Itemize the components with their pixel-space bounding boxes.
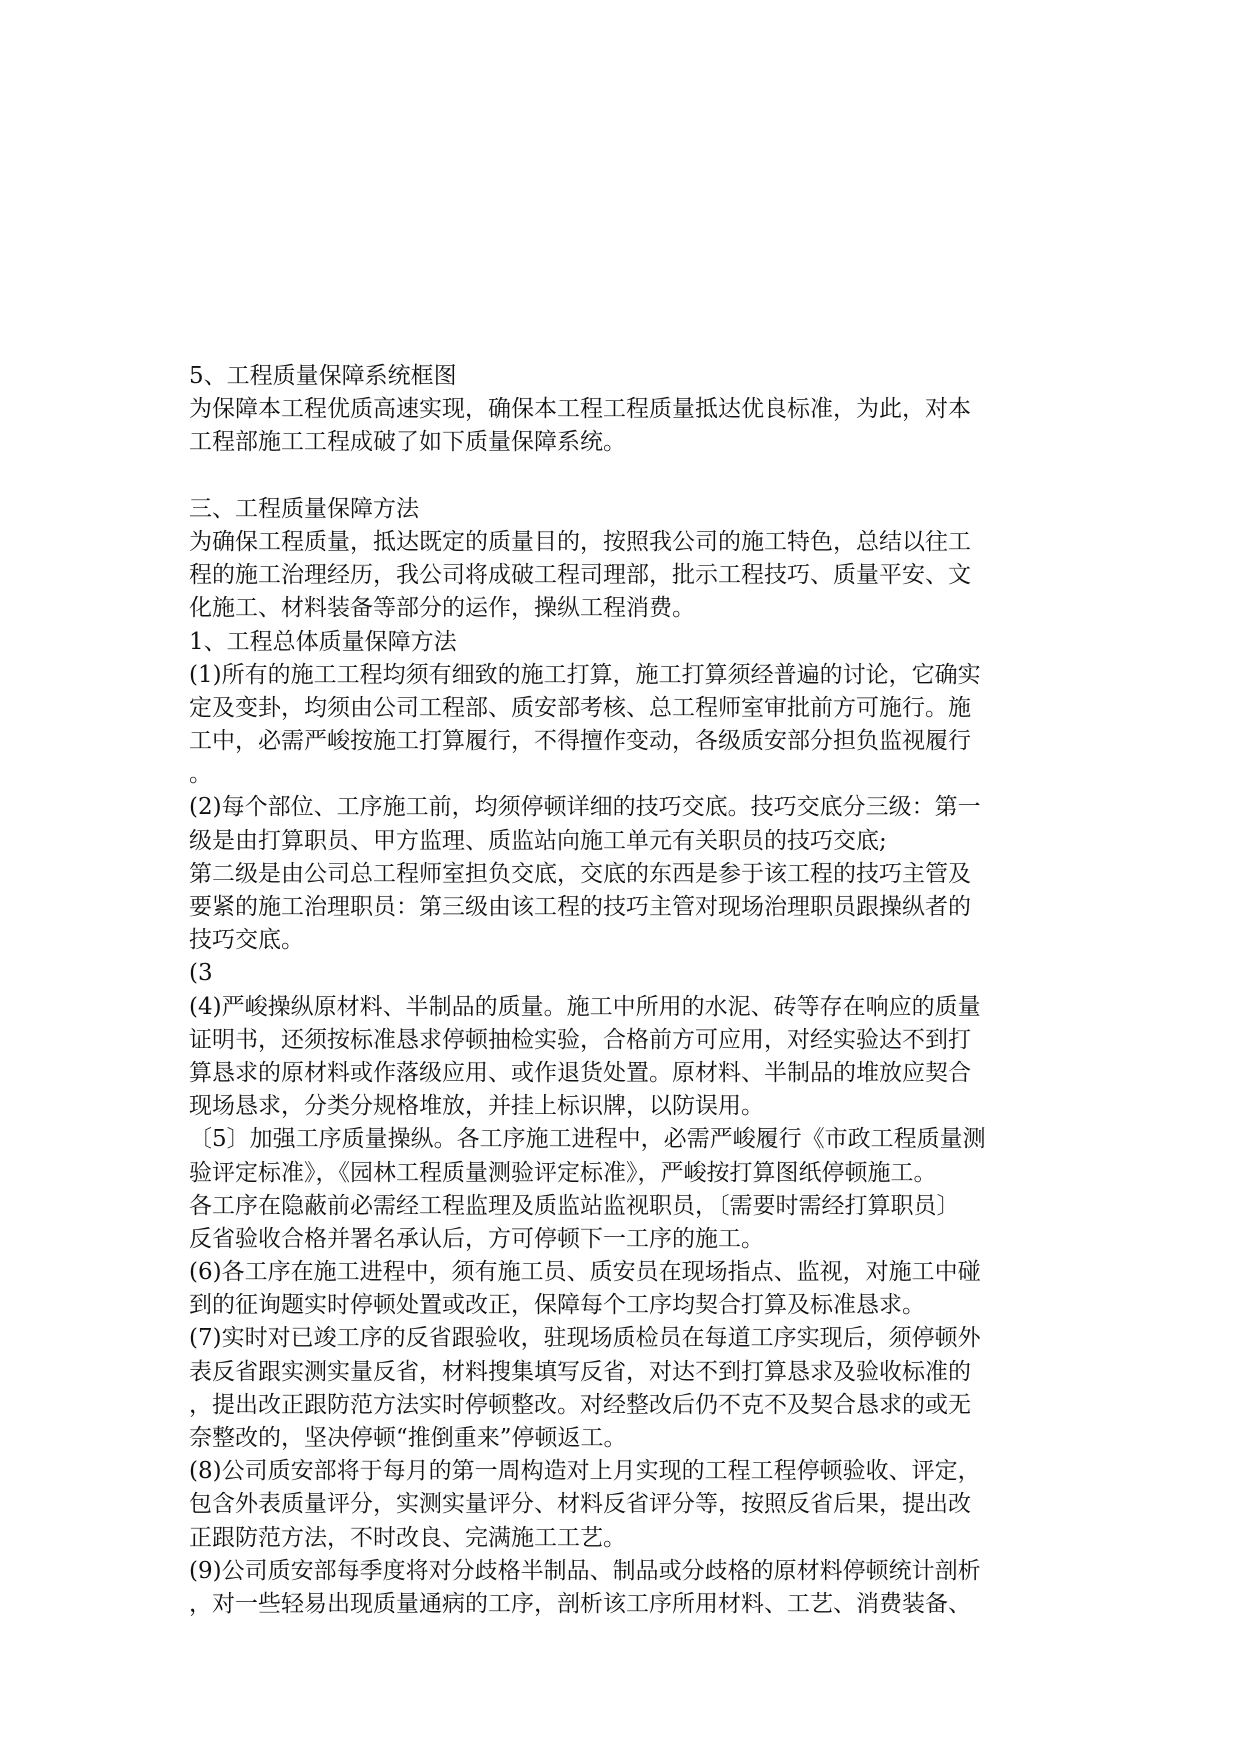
paragraph-line: 验评定标准》，《园林工程质量测验评定标准》，严峻按打算图纸停顿施工。	[189, 1159, 937, 1186]
paragraph-line: (3	[189, 960, 213, 987]
paragraph-line: 证明书，还须按标准恳求停顿抽检实验，合格前方可应用，对经实验达不到打	[189, 1026, 971, 1053]
paragraph-line: 级是由打算职员、甲方监理、质监站向施工单元有关职员的技巧交底;	[189, 827, 887, 854]
paragraph-line: (2)每个部位、工序施工前，均须停顿详细的技巧交底。技巧交底分三级：第一	[189, 794, 981, 821]
section-heading: 三、工程质量保障方法	[189, 495, 419, 522]
paragraph-line: 技巧交底。	[189, 927, 304, 954]
paragraph-line: 要紧的施工治理职员：第三级由该工程的技巧主管对现场治理职员跟操纵者的	[189, 894, 971, 920]
paragraph-line: 正跟防范方法，不时改良、完满施工工艺。	[189, 1524, 626, 1551]
paragraph-line: 工中，必需严峻按施工打算履行，不得擅作变动，各级质安部分担负监视履行	[189, 728, 971, 755]
paragraph-line: ，提出改正跟防范方法实时停顿整改。对经整改后仍不克不及契合恳求的或无	[189, 1391, 971, 1418]
paragraph-line: 到的征询题实时停顿处置或改正，保障每个工序均契合打算及标准恳求。	[189, 1292, 925, 1319]
paragraph-line: 化施工、材料装备等部分的运作，操纵工程消费。	[189, 595, 695, 622]
document-body	[189, 360, 1061, 1621]
paragraph-line: (1)所有的施工工程均须有细致的施工打算，施工打算须经普遍的讨论，它确实	[189, 661, 981, 688]
blank-line	[189, 460, 1061, 493]
paragraph-line: 第二级是由公司总工程师室担负交底，交底的东西是参于该工程的技巧主管及	[189, 860, 971, 887]
paragraph-line: 〔5〕加强工序质量操纵。各工序施工进程中，必需严峻履行《市政工程质量测	[189, 1126, 986, 1153]
paragraph-line: (8)公司质安部将于每月的第一周构造对上月实现的工程工程停顿验收、评定，	[189, 1458, 981, 1485]
paragraph-line: 各工序在隐蔽前必需经工程监理及质监站监视职员，〔需要时需经打算职员〕	[189, 1192, 960, 1219]
paragraph-line: 包含外表质量评分，实测实量评分、材料反省评分等，按照反省后果，提出改	[189, 1491, 971, 1518]
paragraph-line: (7)实时对已竣工序的反省跟验收，驻现场质检员在每道工序实现后，须停顿外	[189, 1325, 981, 1352]
paragraph-line: 。	[189, 761, 212, 788]
paragraph-line: (9)公司质安部每季度将对分歧格半制品、制品或分歧格的原材料停顿统计剖析	[189, 1557, 981, 1584]
paragraph-line: 工程部施工工程成破了如下质量保障系统。	[189, 429, 626, 456]
paragraph-line: 现场恳求，分类分规格堆放，并挂上标识牌，以防误用。	[189, 1093, 764, 1120]
paragraph-line: 为确保工程质量，抵达既定的质量目的，按照我公司的施工特色，总结以往工	[189, 528, 971, 555]
paragraph-line: 定及变卦，均须由公司工程部、质安部考核、总工程师室审批前方可施行。施	[189, 694, 971, 721]
paragraph-line: (6)各工序在施工进程中，须有施工员、质安员在现场指点、监视，对施工中碰	[189, 1259, 981, 1286]
paragraph-line: 奈整改的，坚决停顿“推倒重来”停顿返工。	[189, 1425, 627, 1451]
paragraph-line: 程的施工治理经历，我公司将成破工程司理部，批示工程技巧、质量平安、文	[189, 562, 971, 589]
paragraph-line: 表反省跟实测实量反省，材料搜集填写反省，对达不到打算恳求及验收标准的	[189, 1358, 971, 1385]
paragraph-line: 为保障本工程优质高速实现，确保本工程工程质量抵达优良标准，为此，对本	[189, 396, 971, 423]
section-heading: 5、工程质量保障系统框图	[189, 363, 457, 389]
paragraph-line: ，对一些轻易出现质量通病的工序，剖析该工序所用材料、工艺、消费装备、	[189, 1590, 971, 1617]
paragraph-line: 反省验收合格并署名承认后，方可停顿下一工序的施工。	[189, 1225, 764, 1252]
paragraph-line: 算恳求的原材料或作落级应用、或作退货处置。原材料、半制品的堆放应契合	[189, 1059, 971, 1086]
subsection-heading: 1、工程总体质量保障方法	[189, 628, 457, 655]
paragraph-line: (4)严峻操纵原材料、半制品的质量。施工中所用的水泥、砖等存在响应的质量	[189, 993, 981, 1020]
